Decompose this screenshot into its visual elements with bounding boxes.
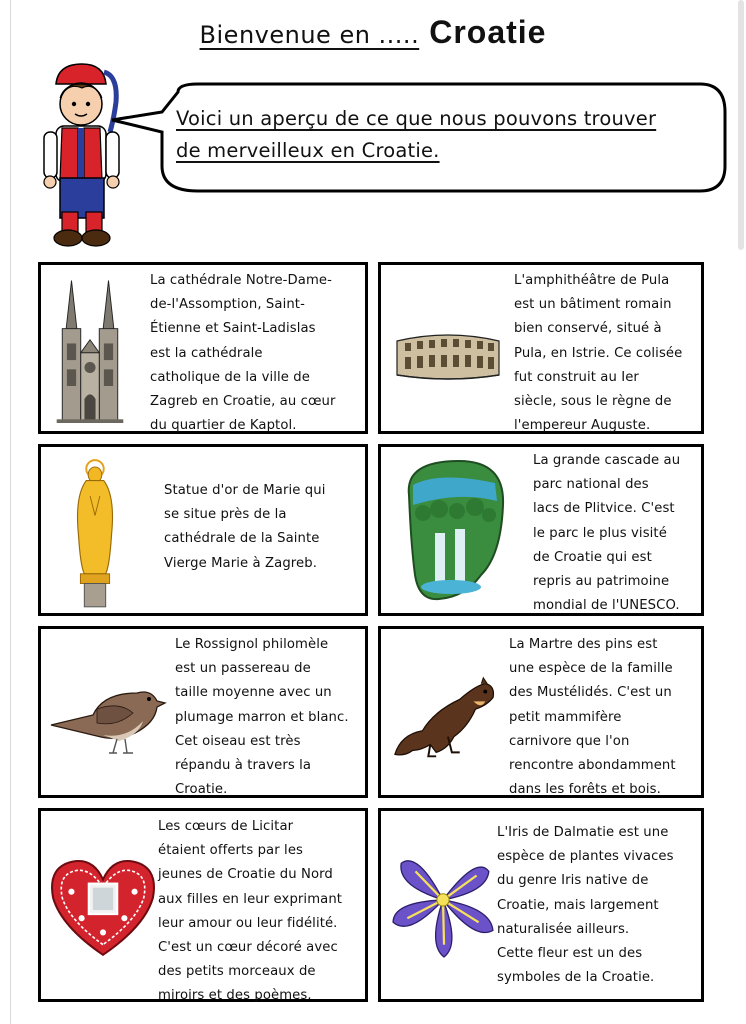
card-nightingale (38, 626, 368, 798)
nightingale-icon (47, 679, 167, 759)
card-amphitheatre (378, 262, 704, 434)
card-nightingale-text: Le Rossignol philomèle est un passereau de taille moyenne avec un plumage marron et blanc. Cet oiseau est très répandu à travers la Croatie. (175, 637, 349, 798)
page-edge (10, 0, 11, 1024)
waterfall-icon (399, 455, 509, 605)
card-marten (378, 626, 704, 798)
speech-bubble-text: Voici un aperçu de ce que nous pouvons trouver de merveilleux en Croatie. (176, 107, 657, 162)
card-waterfall-text: La grande cascade au parc national des lacs de Plitvice. C'est le parc le plus visité de Croatie qui est repris au patrimoine mondial de l'UNESCO. (533, 453, 681, 614)
iris-flower-icon (387, 849, 499, 961)
card-licitar (38, 808, 368, 1002)
card-marten-text: La Martre des pins est une espèce de la famille des Mustélidés. C'est un petit mammifère carnivore que l'on rencontre abondamment dans les forêts et bois. (509, 637, 676, 798)
card-cathedral-text: La cathédrale Notre-Dame- de-l'Assomption, Saint- Étienne et Saint-Ladislas est la cathédrale catholique de la ville de Zagreb en Croatie, au cœur du quartier de Kaptol. (150, 273, 336, 434)
card-waterfall (378, 444, 704, 616)
amphitheatre-icon (393, 327, 503, 383)
title-country: Croatie (429, 14, 547, 50)
title-prefix: Bienvenue en ..... (199, 21, 420, 49)
page-title (0, 14, 746, 51)
card-cathedral (38, 262, 368, 434)
golden-statue-icon (61, 453, 129, 613)
card-iris (378, 808, 704, 1002)
pine-marten-icon (391, 675, 499, 765)
card-licitar-text: Les cœurs de Licitar étaient offerts par les jeunes de Croatie du Nord aux filles en leur exprimant leur amour ou leur fidélité. C'est un cœur décoré avec des petits morceaux de miroirs et des poèmes. (158, 819, 343, 1004)
card-statue-text: Statue d'or de Marie qui se situe près de la cathédrale de la Sainte Vierge Marie à Zagreb. (164, 483, 326, 571)
card-amphitheatre-text: L'amphithéâtre de Pula est un bâtiment romain bien conservé, situé à Pula, en Istrie. Ce colisée fut construit au Ier siècle, sous le règne de l'empereur Auguste. (514, 273, 683, 434)
licitar-heart-icon (47, 857, 159, 959)
card-iris-text: L'Iris de Dalmatie est une espèce de plantes vivaces du genre Iris native de Croatie, mais largement naturalisée ailleurs. Cette fleur est un des symboles de la Croatie. (497, 825, 674, 986)
card-statue (38, 444, 368, 616)
cathedral-icon (53, 271, 127, 427)
